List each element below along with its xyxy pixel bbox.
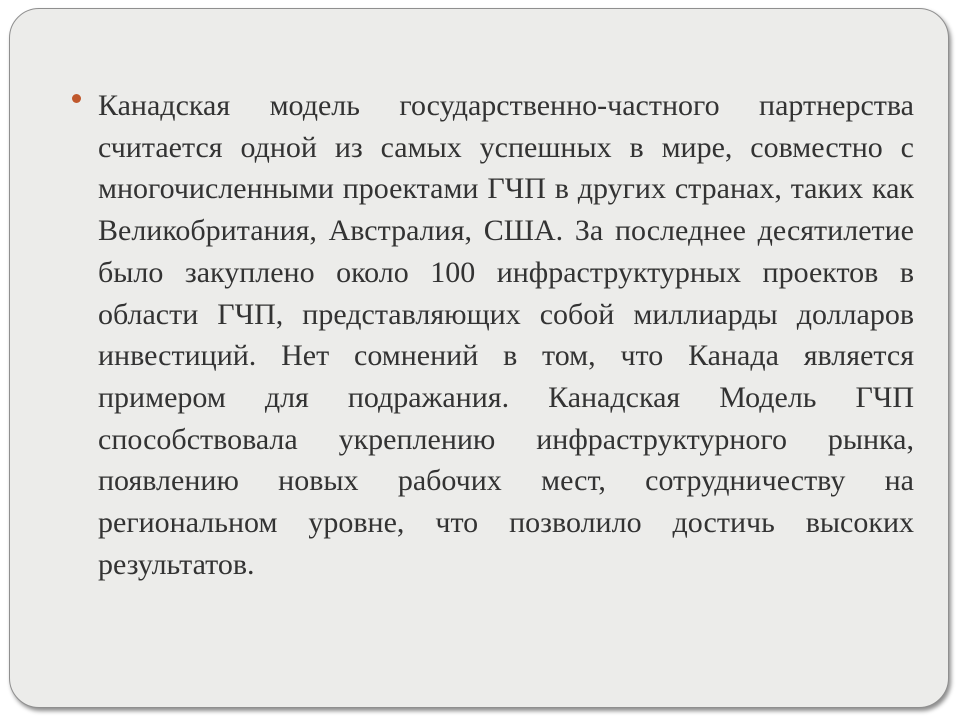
bullet-text: Канадская модель государственно-частного партнерства считается одной из самых успешных в мире, совместно с многочисленными проектами ГЧП в других странах, таких как Великобритания, Австралия, США. За последнее десятилетие было закуплено около 100 инфраструктурных проектов в области ГЧП, представляющих собой миллиарды долларов инвестиций. Нет сомнений в том, что Канада является примером для подражания. Канадская Модель ГЧП способствовала укреплению инфраструктурного рынка, появлению новых рабочих мест, сотрудничеству на региональном уровне, что позволило достичь высоких результатов. bbox=[98, 89, 914, 581]
bullet-item bbox=[72, 85, 914, 585]
slide-frame bbox=[9, 8, 949, 708]
slide-content bbox=[72, 85, 914, 585]
bullet-dot-icon bbox=[72, 94, 81, 103]
